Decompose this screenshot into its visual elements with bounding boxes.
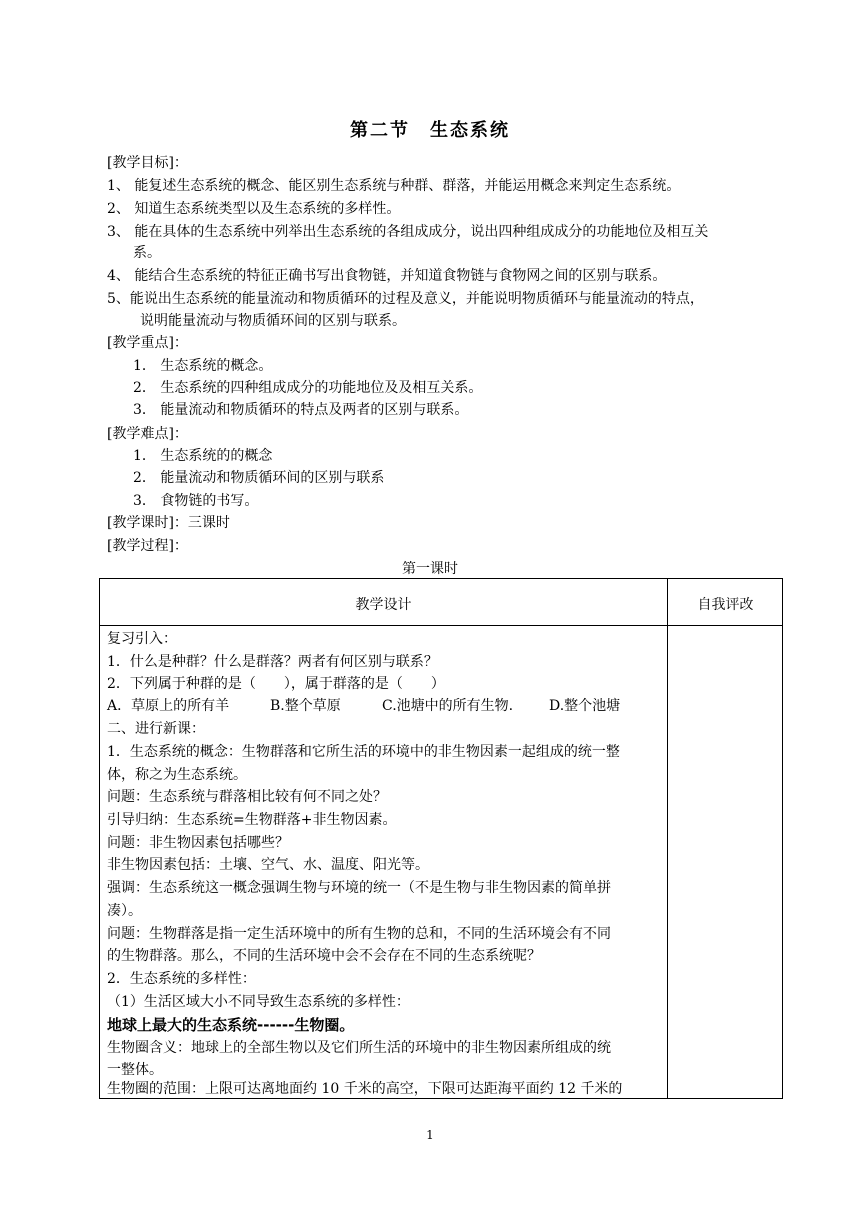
table-line: 2．生态系统的多样性： [107, 971, 256, 987]
table-line: 凑）。 [107, 903, 142, 919]
teaching-design-table [99, 578, 783, 1099]
key-point-item: 2． 生态系统的四种组成成分的功能地位及及相互关系。 [133, 380, 483, 396]
difficulty-item: 1． 生态系统的的概念 [133, 448, 273, 464]
option-b: B.整个草原 [270, 698, 341, 714]
objective-item-continuation: 系。 [133, 245, 161, 261]
objective-item: 1、 能复述生态系统的概念、能区别生态系统与种群、群落，并能运用概念来判定生态系统。 [107, 178, 681, 194]
table-line: 1．生态系统的概念：生物群落和它所生活的环境中的非生物因素一起组成的统一整 [107, 744, 620, 760]
teaching-hours: [教学课时]：三课时 [107, 515, 230, 531]
table-header-design: 教学设计 [355, 597, 412, 613]
table-line-emphasis: 地球上最大的生态系统------生物圈。 [107, 1016, 355, 1034]
option-c: C.池塘中的所有生物. [382, 698, 514, 714]
page-number: 1 [426, 1128, 434, 1142]
table-line: 复习引入： [107, 631, 177, 647]
table-line: 2．下列属于种群的是（ ），属于群落的是（ ） [107, 676, 445, 692]
key-point-item: 1． 生态系统的概念。 [133, 358, 273, 374]
process-heading: [教学过程]： [107, 538, 188, 554]
option-d: D.整个池塘 [549, 698, 621, 714]
table-line: 1．什么是种群？什么是群落？两者有何区别与联系？ [107, 654, 438, 670]
table-line: （1）生活区域大小不同导致生态系统的多样性： [107, 994, 410, 1010]
table-line: 的生物群落。那么，不同的生活环境中会不会存在不同的生态系统呢？ [107, 948, 541, 964]
option-a: A．草原上的所有羊 [107, 698, 230, 714]
table-line: 体，称之为生态系统。 [107, 767, 247, 783]
objective-item-continuation: 说明能量流动与物质循环间的区别与联系。 [140, 313, 406, 329]
objective-item: 2、 知道生态系统类型以及生态系统的多样性。 [107, 201, 401, 217]
table-line: 生物圈的范围：上限可达离地面约 10 千米的高空，下限可达距海平面约 12 千米的 [107, 1081, 623, 1097]
objective-item: 3、 能在具体的生态系统中列举出生态系统的各组成成分，说出四种组成成分的功能地位及相互关 [107, 224, 709, 240]
table-line: 问题：生态系统与群落相比较有何不同之处？ [107, 789, 387, 805]
table-header-divider [100, 625, 782, 626]
key-point-item: 3． 能量流动和物质循环的特点及两者的区别与联系。 [133, 402, 469, 418]
objective-item: 4、 能结合生态系统的特征正确书写出食物链，并知道食物链与食物网之间的区别与联系。 [107, 268, 667, 284]
difficulty-item: 2． 能量流动和物质循环间的区别与联系 [133, 470, 385, 486]
table-line: 二、进行新课： [107, 721, 205, 737]
table-header-eval: 自我评改 [697, 597, 754, 613]
table-line: 强调：生态系统这一概念强调生物与环境的统一（不是生物与非生物因素的简单拼 [107, 880, 611, 896]
table-column-divider [667, 579, 668, 1098]
difficulty-item: 3． 食物链的书写。 [133, 493, 259, 509]
table-line: 生物圈含义：地球上的全部生物以及它们所生活的环境中的非生物因素所组成的统 [107, 1040, 611, 1056]
objective-item: 5、能说出生态系统的能量流动和物质循环的过程及意义，并能说明物质循环与能量流动的特点， [107, 291, 704, 307]
key-points-heading: [教学重点]： [107, 335, 188, 351]
table-line: 问题：生物群落是指一定生活环境中的所有生物的总和，不同的生活环境会有不同 [107, 926, 611, 942]
table-line: 非生物因素包括：土壤、空气、水、温度、阳光等。 [107, 857, 429, 873]
page-title: 第二节 生态系统 [350, 120, 510, 141]
lesson-label: 第一课时 [402, 561, 458, 577]
difficulties-heading: [教学难点]： [107, 426, 188, 442]
table-line: 问题：非生物因素包括哪些？ [107, 835, 289, 851]
objectives-heading: [教学目标]： [107, 155, 188, 171]
table-line: 一整体。 [107, 1062, 163, 1078]
table-line: 引导归纳：生态系统=生物群落+非生物因素。 [107, 812, 397, 828]
